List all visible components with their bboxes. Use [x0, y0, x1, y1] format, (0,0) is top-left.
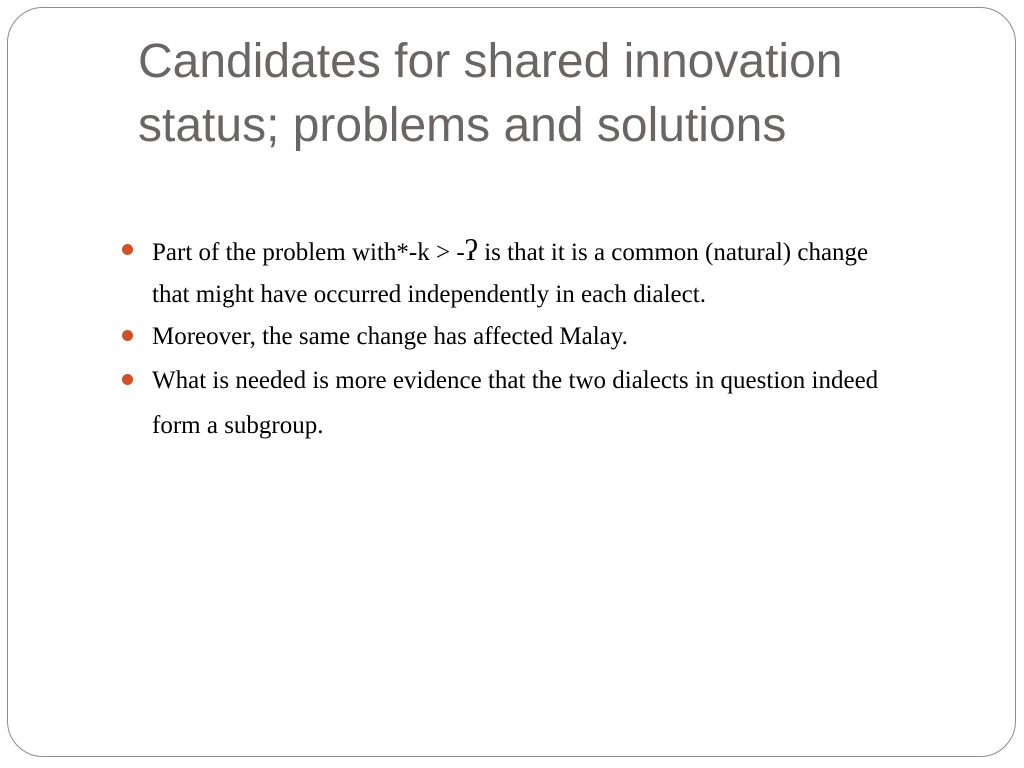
bullet-2-line-1: Moreover, the same change has affected Malay. [152, 323, 628, 350]
bullet-dot-icon [122, 330, 133, 341]
bullet-list [122, 230, 982, 448]
bullet-3-line-2: form a subgroup. [152, 412, 324, 439]
slide-title [138, 30, 998, 158]
bullet-item-2 [122, 316, 982, 358]
bullet-1-line-2: that might have occurred independently in each dialect. [152, 281, 706, 308]
bullet-dot-icon [122, 374, 133, 385]
slide-title-line-2: status; problems and solutions [138, 99, 787, 152]
bullet-1-line-1 [152, 230, 982, 274]
bullet-item-3 [122, 358, 982, 448]
bullet-1-text-after: is that it is a common (natural) change [477, 239, 869, 266]
bullet-dot-icon [122, 244, 133, 255]
bullet-1-text-before: Part of the problem with*-k > - [152, 239, 465, 266]
bullet-3-line-1: What is needed is more evidence that the two dialects in question indeed [152, 367, 879, 394]
slide-frame [7, 7, 1016, 757]
glottal-stop-symbol: ʔ [464, 234, 478, 267]
slide-title-line-1: Candidates for shared innovation [138, 35, 843, 88]
bullet-item-1 [122, 230, 982, 316]
